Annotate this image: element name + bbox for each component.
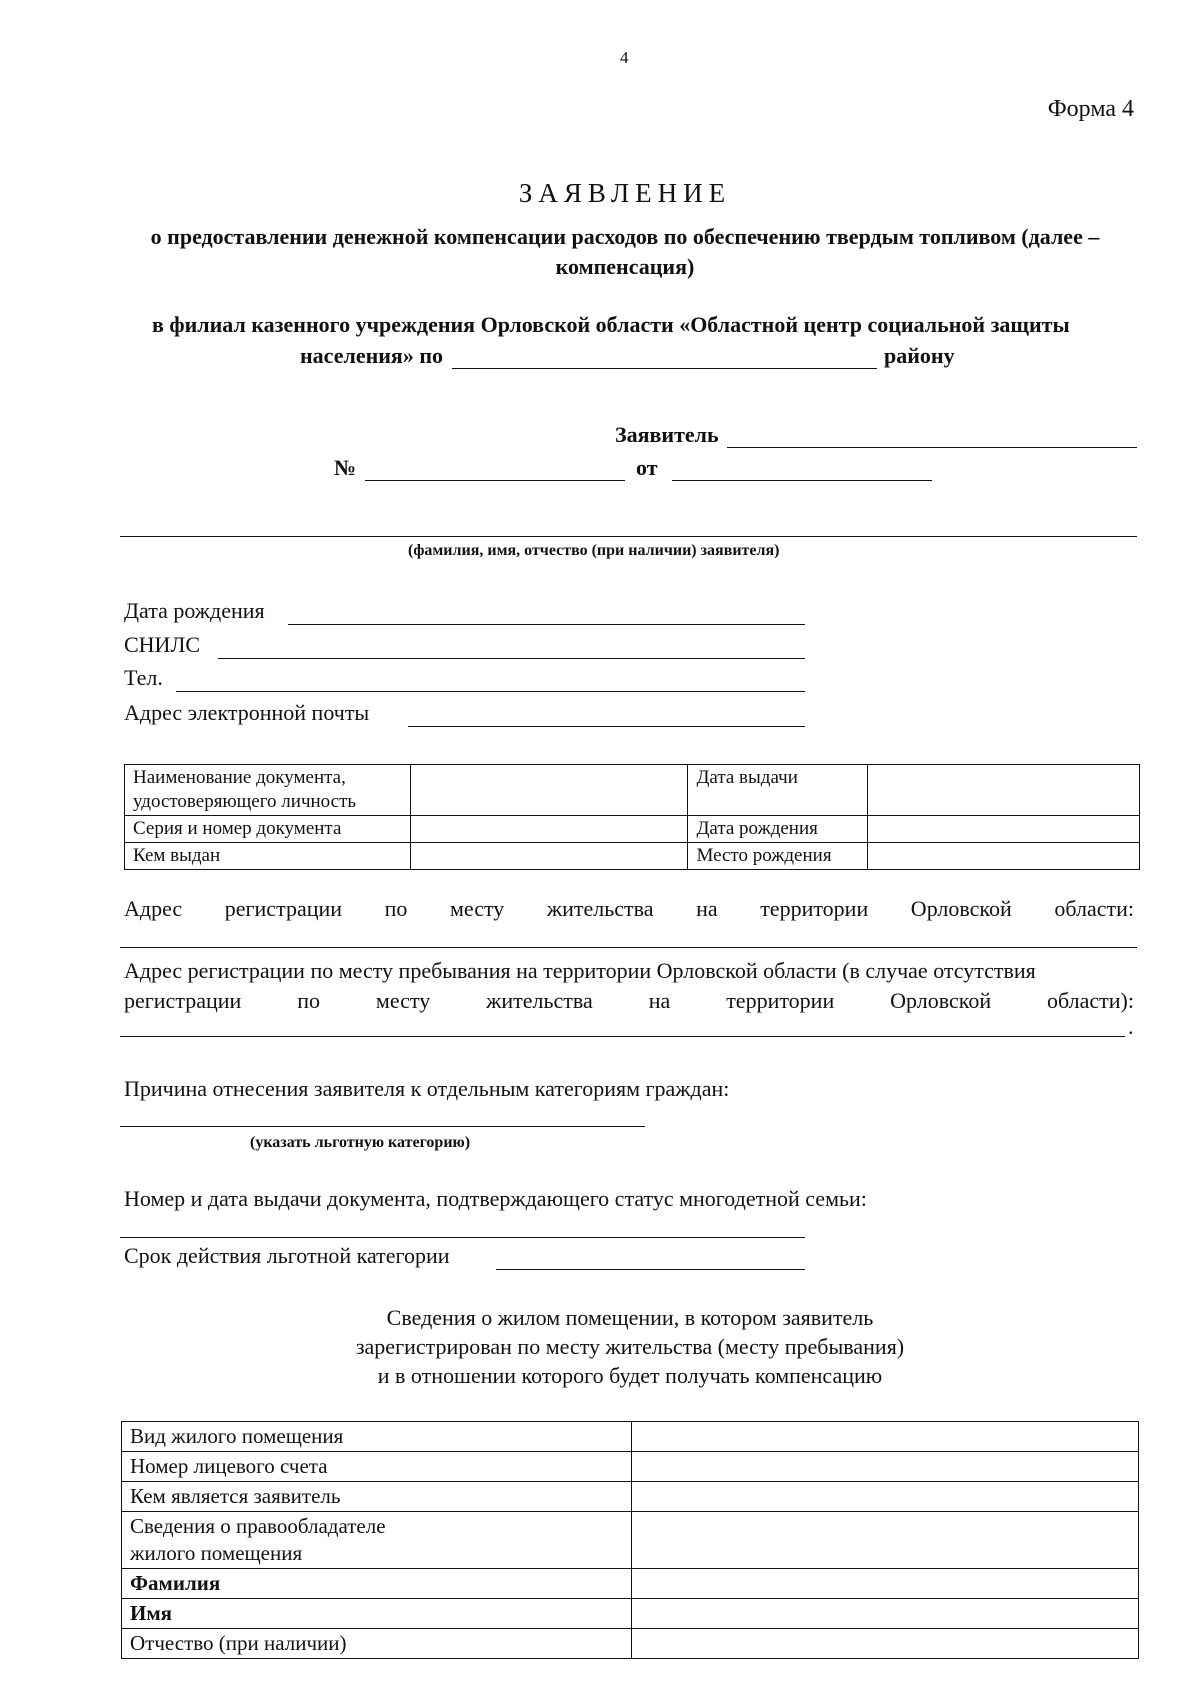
doc-name-cell[interactable] — [410, 765, 688, 816]
applicant-field[interactable] — [727, 447, 1137, 448]
stay-address-field[interactable] — [120, 1036, 1125, 1037]
housing-row — [122, 1569, 1139, 1599]
housing-row — [122, 1599, 1139, 1629]
housing-row-value[interactable] — [631, 1482, 1138, 1512]
residence-address-label: Адрес регистрации по месту жительства на территории Орловской области: — [124, 896, 1134, 921]
housing-row-label: Отчество (при наличии) — [122, 1629, 632, 1659]
phone-label: Тел. — [124, 665, 163, 690]
housing-table — [121, 1421, 1139, 1659]
series-number-cell[interactable] — [410, 816, 688, 843]
stay-address-period: . — [1128, 1014, 1134, 1039]
fio-caption: (фамилия, имя, отчество (при наличии) заявителя) — [408, 542, 780, 559]
form-label: Форма 4 — [1047, 96, 1134, 122]
email-label: Адрес электронной почты — [124, 700, 370, 725]
housing-row — [122, 1482, 1139, 1512]
housing-row — [122, 1422, 1139, 1452]
page-number: 4 — [620, 48, 629, 67]
housing-row-value[interactable] — [631, 1569, 1138, 1599]
issued-by-cell[interactable] — [410, 843, 688, 870]
housing-row-label: Номер лицевого счета — [122, 1452, 632, 1482]
phone-field[interactable] — [176, 691, 805, 692]
birth-place-label: Место рождения — [688, 843, 868, 870]
issued-by-label: Кем выдан — [125, 843, 411, 870]
birth-date-label: Дата рождения — [124, 598, 265, 623]
series-number-label: Серия и номер документа — [125, 816, 411, 843]
birth-place-cell[interactable] — [868, 843, 1140, 870]
birth-date-field[interactable] — [288, 624, 805, 625]
housing-heading-line2: зарегистрирован по месту жительства (месту пребывания) — [355, 1334, 905, 1359]
stay-address-label-line1: Адрес регистрации по месту пребывания на территории Орловской области (в случае отсутствия — [124, 958, 1036, 983]
snils-label: СНИЛС — [124, 632, 201, 657]
category-validity-label: Срок действия льготной категории — [124, 1243, 450, 1268]
housing-row-label: Имя — [122, 1599, 632, 1629]
housing-row-value[interactable] — [631, 1422, 1138, 1452]
addressee-suffix: району — [884, 343, 955, 368]
housing-row-label: Сведения о правообладателе жилого помещения — [122, 1512, 632, 1569]
stay-address-label-line2: регистрации по месту жительства на территории Орловской области): — [124, 988, 1134, 1013]
housing-row-label: Вид жилого помещения — [122, 1422, 632, 1452]
applicant-label: Заявитель — [615, 422, 719, 447]
issue-date-cell[interactable] — [868, 765, 1140, 816]
large-family-doc-field[interactable] — [120, 1237, 805, 1238]
housing-row-value[interactable] — [631, 1629, 1138, 1659]
addressee-line1: в филиал казенного учреждения Орловской области «Областной центр социальной защиты — [152, 312, 1070, 337]
housing-row — [122, 1629, 1139, 1659]
number-label: № — [334, 455, 357, 480]
housing-row-value[interactable] — [631, 1452, 1138, 1482]
housing-row — [122, 1512, 1139, 1569]
housing-row-value[interactable] — [631, 1599, 1138, 1629]
doc-birth-date-label: Дата рождения — [688, 816, 868, 843]
document-title: ЗАЯВЛЕНИЕ — [518, 178, 732, 208]
application-date-field[interactable] — [672, 480, 932, 481]
doc-birth-date-cell[interactable] — [868, 816, 1140, 843]
residence-address-field[interactable] — [120, 947, 1137, 948]
snils-field[interactable] — [218, 658, 805, 659]
category-validity-field[interactable] — [496, 1269, 805, 1270]
doc-name-label: Наименование документа, удостоверяющего личность — [125, 765, 411, 816]
housing-heading-line3: и в отношении которого будет получать компенсацию — [377, 1363, 883, 1388]
issue-date-label: Дата выдачи — [688, 765, 868, 816]
reason-caption: (указать льготную категорию) — [250, 1134, 471, 1151]
document-subtitle: о предоставлении денежной компенсации расходов по обеспечению твердым топливом (далее – компенсация) — [150, 224, 1100, 279]
housing-row-label: Фамилия — [122, 1569, 632, 1599]
applicant-fio-field[interactable] — [120, 536, 1137, 537]
housing-row-label: Кем является заявитель — [122, 1482, 632, 1512]
housing-row — [122, 1452, 1139, 1482]
housing-row-value[interactable] — [631, 1512, 1138, 1569]
date-label: от — [636, 455, 658, 480]
district-field[interactable] — [452, 368, 877, 369]
addressee-prefix: населения» по — [300, 343, 444, 368]
housing-heading-line1: Сведения о жилом помещении, в котором заявитель — [386, 1305, 874, 1330]
email-field[interactable] — [408, 726, 805, 727]
application-number-field[interactable] — [365, 480, 625, 481]
reason-field[interactable] — [120, 1126, 645, 1127]
reason-label: Причина отнесения заявителя к отдельным категориям граждан: — [124, 1076, 730, 1101]
large-family-doc-label: Номер и дата выдачи документа, подтверждающего статус многодетной семьи: — [124, 1186, 867, 1211]
identity-document-table — [124, 764, 1140, 870]
